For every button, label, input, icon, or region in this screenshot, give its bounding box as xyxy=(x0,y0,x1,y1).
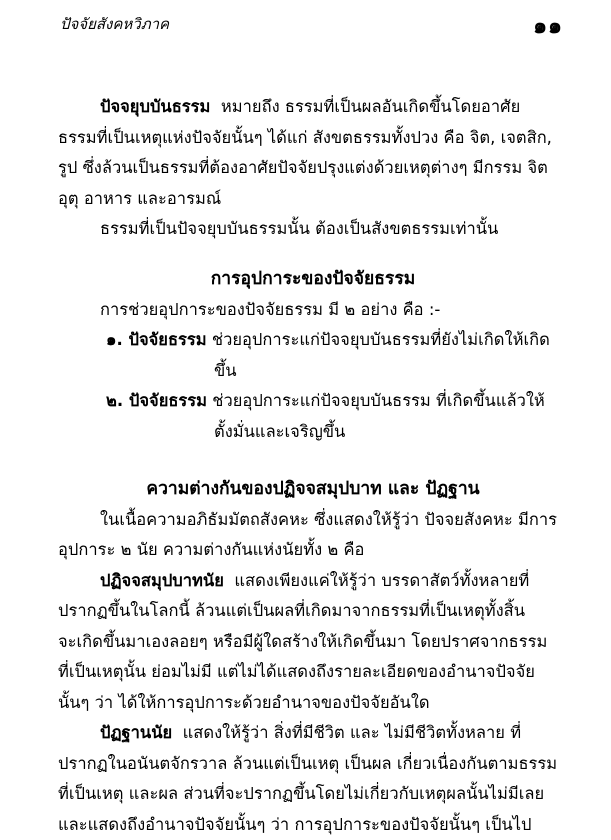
list-item-continuation: ขึ้น xyxy=(58,356,568,387)
para-line: และแสดงถึงอำนาจปัจจัยนั้นๆ ว่า การอุปการะของปัจจัยนั้นๆ เป็นไป xyxy=(58,810,568,840)
para-line: ปรากฏในอนันตจักรวาล ล้วนแต่เป็นเหตุ เป็นผล เกี่ยวเนื่องกันตามธรรม xyxy=(58,749,568,780)
item-text: ช่วยอุปการะแก่ปัจจยุบบันธรรมที่ยังไม่เกิดให้เกิด xyxy=(212,330,550,349)
para-line: ปรากฏขึ้นในโลกนี้ ล้วนแต่เป็นผลที่เกิดมาจากธรรมที่เป็นเหตุทั้งสิ้น xyxy=(58,596,568,627)
para-line: ในเนื้อความอภิธัมมัตถสังคหะ ซึ่งแสดงให้รู้ว่า ปัจจยสังคหะ มีการ xyxy=(58,505,568,536)
para-line xyxy=(58,718,568,749)
section-upakara xyxy=(58,264,568,447)
para-line: ธรรมที่เป็นเหตุแห่งปัจจัยนั้นๆ ได้แก่ สังขตธรรมทั้งปวง คือ จิต, เจตสิก, xyxy=(58,123,568,154)
item-text: ช่วยอุปการะแก่ปัจจยุบบันธรรม ที่เกิดขึ้นแล้วให้ xyxy=(212,391,544,410)
section-intro: การช่วยอุปการะของปัจจัยธรรม มี ๒ อย่าง คือ :- xyxy=(58,295,568,326)
definition-text: แสดงให้รู้ว่า สิ่งที่มีชีวิต และ ไม่มีชีวิตทั้งหลาย ที่ xyxy=(183,723,521,742)
item-term: ๑. ปัจจัยธรรม xyxy=(106,330,207,349)
para-line: รูป ซึ่งล้วนเป็นธรรมที่ต้องอาศัยปัจจัยปรุงแต่งด้วยเหตุต่างๆ มีกรรม จิต xyxy=(58,153,568,184)
para-paccayuppanna xyxy=(58,92,568,245)
term-patthana: ปัฏฐานนัย xyxy=(100,723,172,742)
running-title: ปัจจัยสังคหวิภาค xyxy=(60,12,169,36)
section-heading: การอุปการะของปัจจัยธรรม xyxy=(58,264,568,295)
para-line: ธรรมที่เป็นปัจจยุบบันธรรมนั้น ต้องเป็นสังขตธรรมเท่านั้น xyxy=(58,214,568,245)
definition-text: แสดงเพียงแค่ให้รู้ว่า บรรดาสัตว์ทั้งหลายที่ xyxy=(234,571,529,590)
para-line xyxy=(58,566,568,597)
list-item-continuation: ตั้งมั่นและเจริญขึ้น xyxy=(58,417,568,448)
item-term: ๒. ปัจจัยธรรม xyxy=(106,391,207,410)
para-line: ที่เป็นเหตุนั้น ย่อมไม่มี แต่ไม่ได้แสดงถึงรายละเอียดของอำนาจปัจจัย xyxy=(58,657,568,688)
page-number: ๑๑ xyxy=(533,8,563,43)
list-item xyxy=(58,386,568,417)
para-line: จะเกิดขึ้นมาเองลอยๆ หรือมีผู้ใดสร้างให้เกิดขึ้นมา โดยปราศจากธรรม xyxy=(58,627,568,658)
term-paccayuppanna: ปัจจยุบบันธรรม xyxy=(100,97,210,116)
para-line: ที่เป็นเหตุ และผล ส่วนที่จะปรากฏขึ้นโดยไม่เกี่ยวกับเหตุผลนั้นไม่มีเลย xyxy=(58,779,568,810)
term-paticcasamuppada: ปฏิจจสมุปบาทนัย xyxy=(100,571,224,590)
para-line xyxy=(58,92,568,123)
para-line: อุปการะ ๒ นัย ความต่างกันแห่งนัยทั้ง ๒ คือ xyxy=(58,535,568,566)
section-heading: ความต่างกันของปฏิจจสมุปบาท และ ปัฏฐาน xyxy=(58,474,568,505)
section-difference xyxy=(58,474,568,840)
definition-text: หมายถึง ธรรมที่เป็นผลอันเกิดขึ้นโดยอาศัย xyxy=(221,97,520,116)
para-line: อุตุ อาหาร และอารมณ์ xyxy=(58,184,568,215)
para-line: นั้นๆ ว่า ได้ให้การอุปการะด้วยอำนาจของปัจจัยอันใด xyxy=(58,688,568,719)
list-item xyxy=(58,325,568,356)
